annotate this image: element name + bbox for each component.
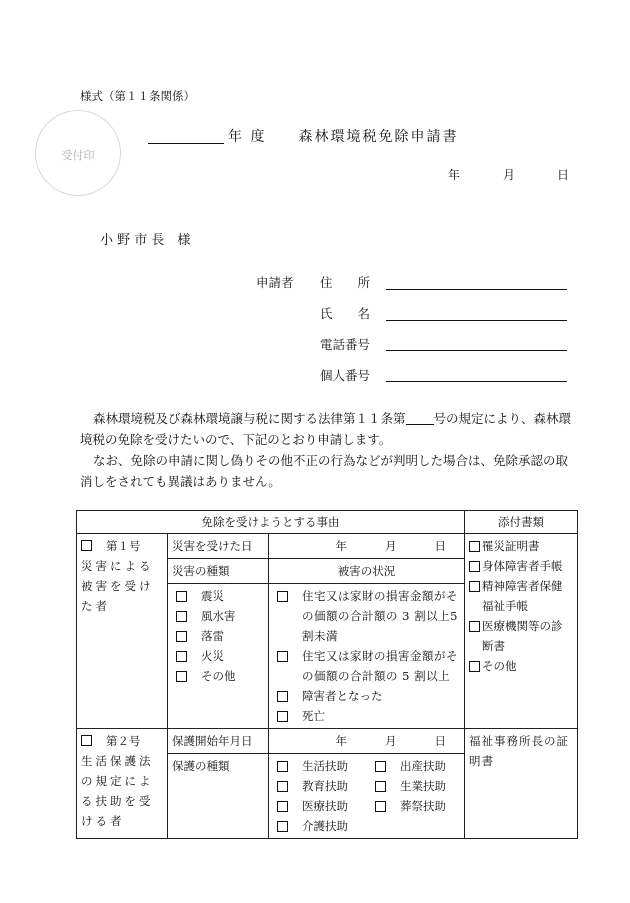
doc-medical-certificate[interactable]: 医療機関等の診断書 [469,616,573,656]
addressee: 小 野 市 長 様 [100,233,191,248]
applicant-label: 申請者 [256,275,294,290]
stamp-label: 受付印 [61,149,95,162]
status-death[interactable]: 死亡 [277,706,460,726]
row1-kinds [168,584,269,729]
status-damage-30-50[interactable]: 住宅又は家財の損害金額がその価額の合計額の 3 割以上5割未満 [277,586,460,646]
doc-mental-handbook[interactable]: 精神障害者保健福祉手帳 [469,576,573,616]
date-month: 月 [503,168,516,182]
article-number-blank[interactable] [406,412,434,425]
row1-date-label: 災害を受けた日 [168,534,269,559]
page-title: 年 度 森林環境税免除申請書 [228,129,459,145]
date-day: 日 [557,168,570,182]
row1-docs [465,534,578,729]
kind-earthquake[interactable]: 震災 [176,586,264,606]
fiscal-year-blank[interactable] [148,143,224,144]
row2-checkbox[interactable] [81,735,92,746]
address-label: 住 所 [320,275,371,290]
row1-status-label: 被害の状況 [269,559,465,584]
reception-stamp-area [35,110,121,196]
doc-disaster-certificate[interactable]: 罹災証明書 [469,536,573,556]
row2-category [77,729,168,839]
paragraph-declaration: なお、免除の申請に関し偽りその他不正の行為などが判明した場合は、免除承認の取消しをされても異議はありません。 [80,453,569,489]
header-docs: 添付書類 [465,511,578,534]
aid-childbirth[interactable]: 出産扶助 [375,756,465,776]
row2-docs: 福祉事務所長の証明書 [465,729,578,839]
aid-occupation[interactable]: 生業扶助 [375,776,465,796]
kind-lightning[interactable]: 落雷 [176,626,264,646]
aid-funeral[interactable]: 葬祭扶助 [375,796,465,816]
phone-label: 電話番号 [320,337,371,352]
personal-number-field[interactable] [386,381,567,382]
row1-date[interactable]: 年 月 日 [269,534,465,559]
aid-nursing[interactable]: 介護扶助 [277,816,375,836]
paragraph-request-a: 森林環境税及び森林環境譲与税に関する法律第１１条第 [93,411,406,426]
form-label: 様式（第１１条関係） [80,89,195,103]
exemption-table [76,510,578,839]
row1-number[interactable]: 第１号 [81,536,163,556]
row2-date[interactable]: 年 月 日 [269,729,465,754]
name-field[interactable] [386,320,567,321]
paragraph-request [80,408,575,450]
row1-category [77,534,168,729]
address-field[interactable] [386,289,567,290]
row2-number[interactable]: 第２号 [81,731,163,751]
row1-kind-label: 災害の種類 [168,559,269,584]
name-label: 氏 名 [320,306,371,321]
personal-number-label: 個人番号 [320,368,371,383]
row2-aids [269,754,465,839]
row1-statuses [269,584,465,729]
header-reason: 免除を受けようとする事由 [77,511,465,534]
kind-storm-flood[interactable]: 風水害 [176,606,264,626]
doc-other[interactable]: その他 [469,656,573,676]
aid-medical[interactable]: 医療扶助 [277,796,375,816]
row1-desc: 災害による被害を受けた者 [81,559,154,613]
date-year: 年 [448,168,461,182]
row1-checkbox[interactable] [81,540,92,551]
kind-fire[interactable]: 火災 [176,646,264,666]
phone-field[interactable] [386,350,567,351]
status-damage-50-plus[interactable]: 住宅又は家財の損害金額がその価額の合計額の 5 割以上 [277,646,460,686]
aid-living[interactable]: 生活扶助 [277,756,375,776]
paragraph-request-b: 号の規定により、森林環境税の免除を受けたいので、下記のとおり申請します。 [80,411,572,447]
row2-kind-label: 保護の種類 [168,754,269,839]
doc-disability-handbook[interactable]: 身体障害者手帳 [469,556,573,576]
row2-date-label: 保護開始年月日 [168,729,269,754]
status-disabled[interactable]: 障害者となった [277,686,460,706]
row2-desc: 生活保護法の規定による扶助を受ける者 [81,754,154,828]
aid-education[interactable]: 教育扶助 [277,776,375,796]
kind-other[interactable]: その他 [176,666,264,686]
